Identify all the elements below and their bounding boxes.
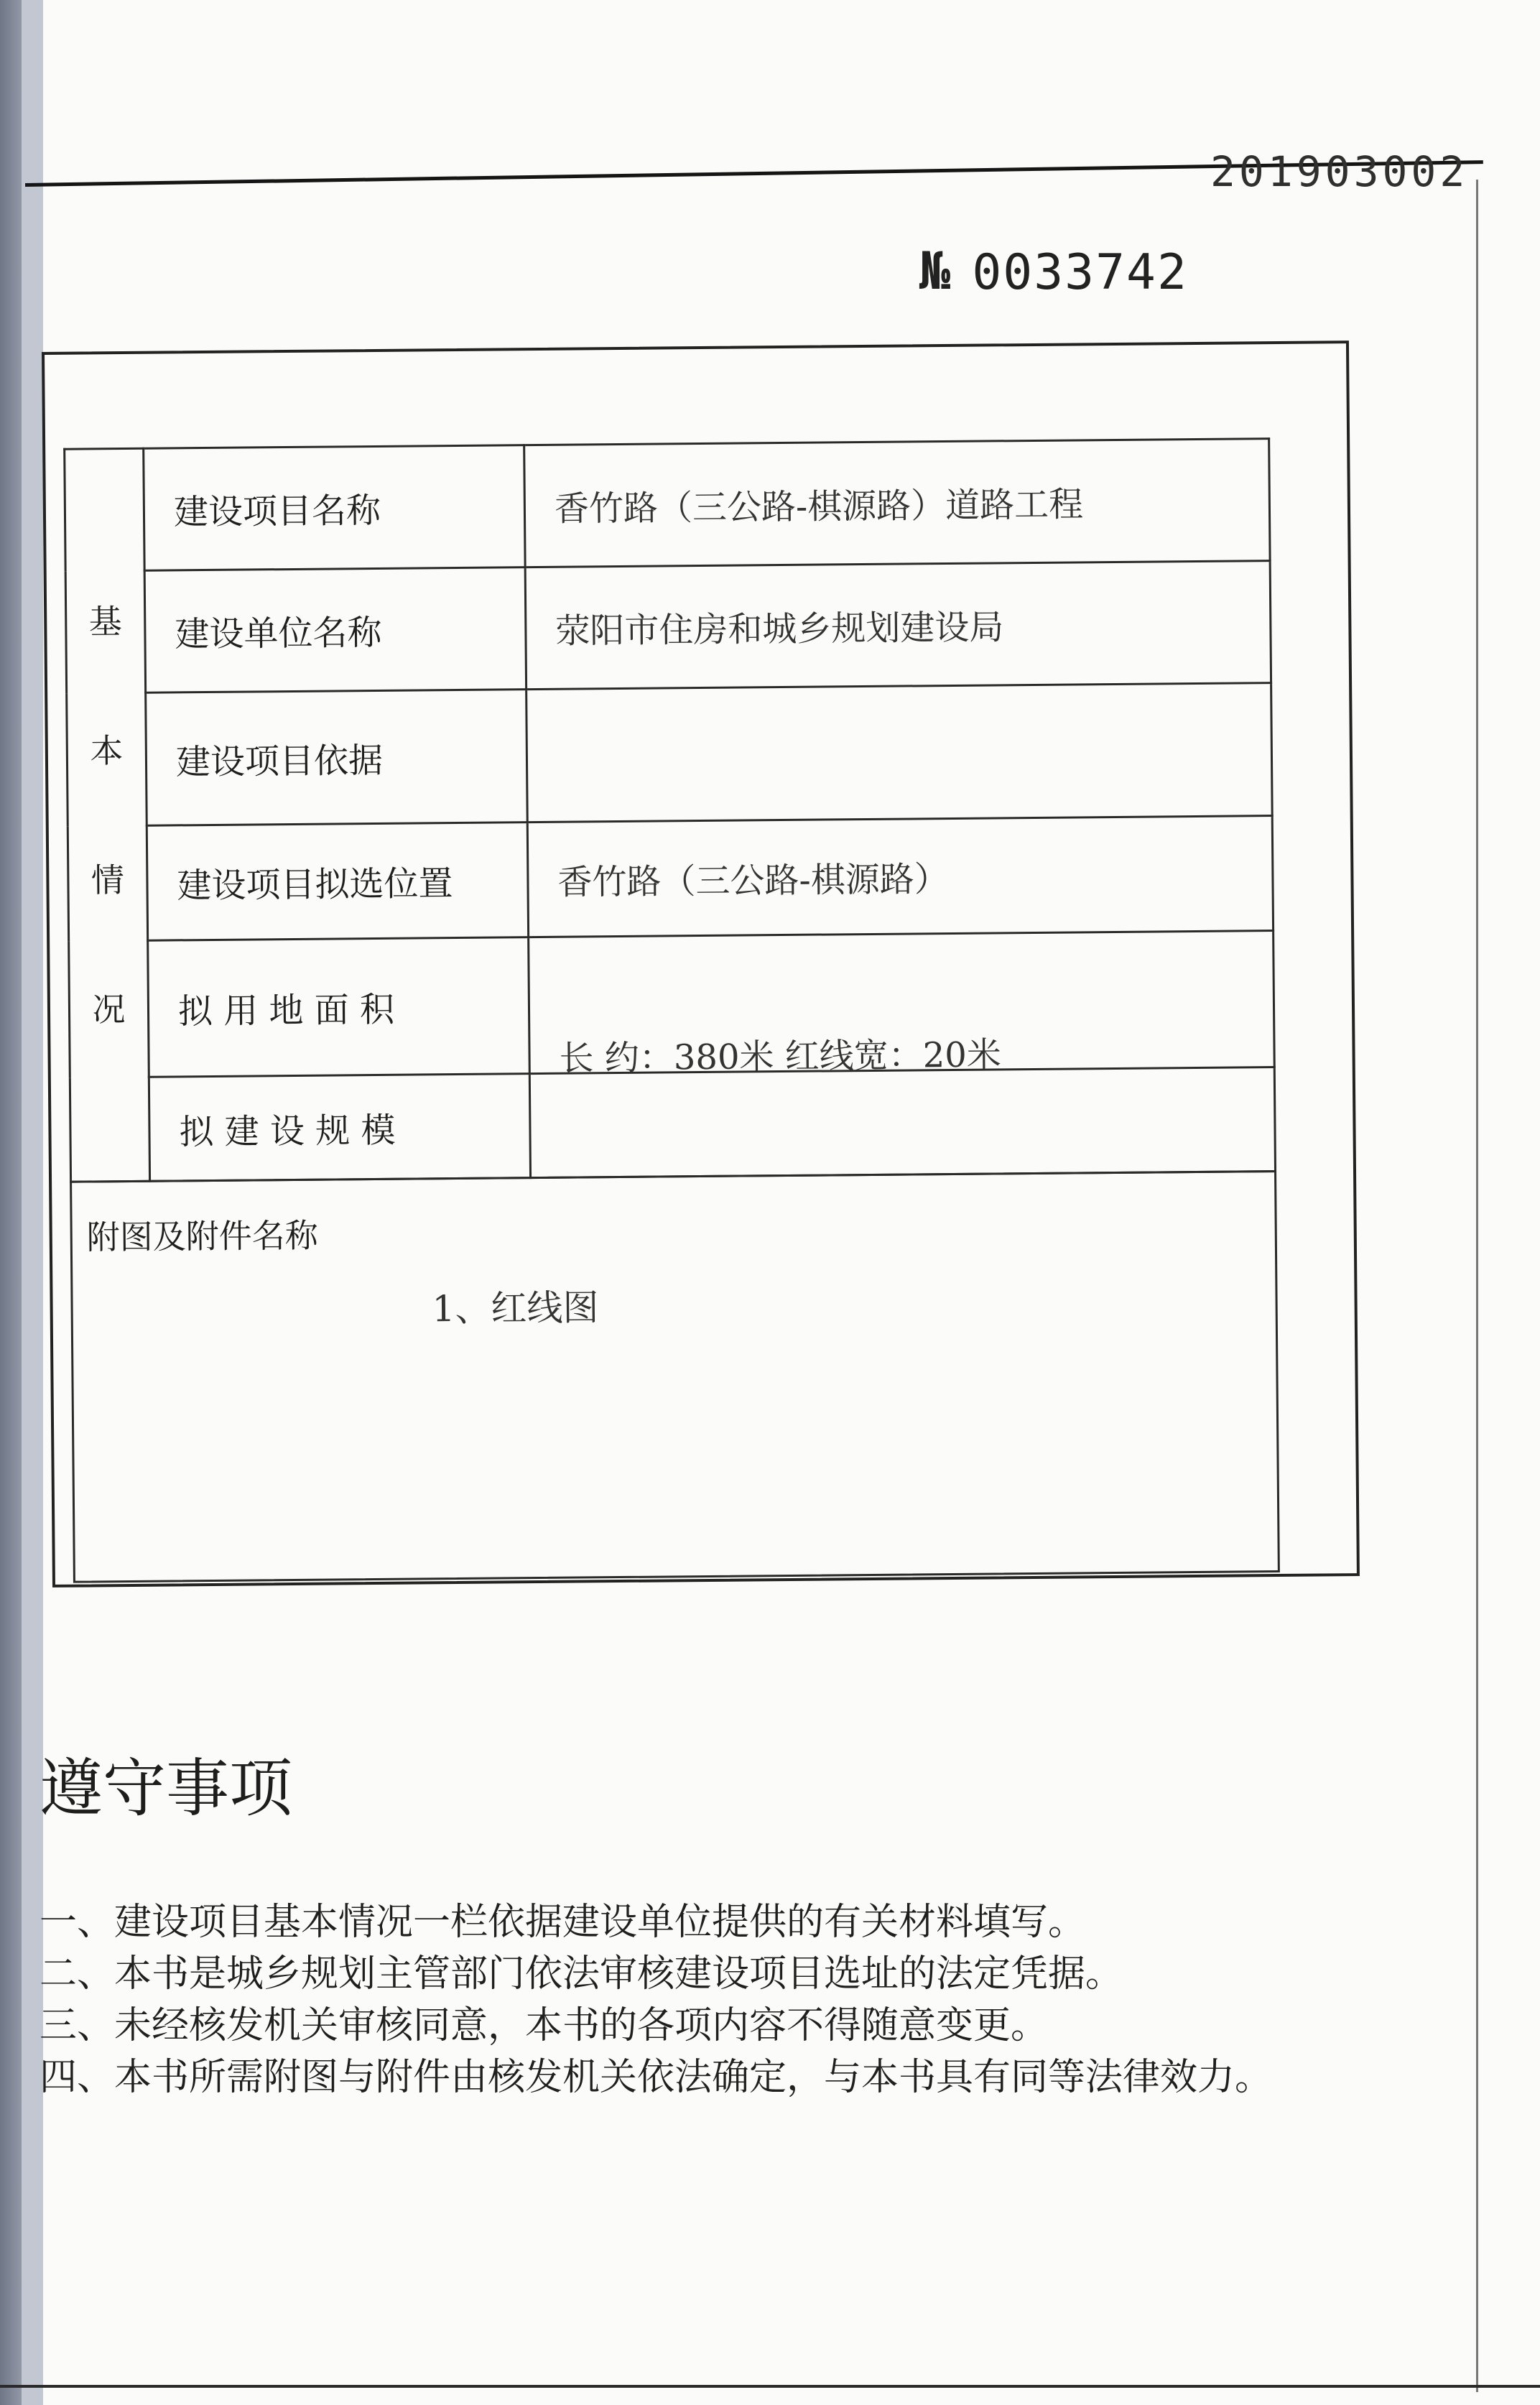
right-rule [1476,180,1478,2392]
attachments-box [70,1170,1280,1583]
document-number-value: 0033742 [972,244,1188,301]
attachments-heading: 附图及附件名称 [86,1215,318,1257]
list-item: 三、未经核发机关审核同意，本书的各项内容不得随意变更。 [40,2004,1049,2047]
list-item: 四、本书所需附图与附件由核发机关依法确定，与本书具有同等法律效力。 [40,2056,1273,2099]
section-label-basic-info [65,448,150,1182]
notes-list [40,1896,1354,2103]
table-row [65,439,1270,572]
list-item: 二、本书是城乡规划主管部门依法审核建设项目选址的法定凭据。 [40,1952,1123,1996]
list-item: 一、建设项目基本情况一栏依据建设单位提供的有关材料填写。 [40,1901,1086,1944]
section-char: 情 [91,860,125,899]
section-char: 本 [90,731,124,770]
construction-unit-value: 荥阳市住房和城乡规划建设局 [525,561,1271,690]
field-label: 拟 用 地 面 积 [148,937,530,1078]
field-label: 建设项目拟选位置 [147,822,528,941]
section-char: 基 [88,601,123,641]
form-frame [42,340,1360,1588]
field-label: 建设项目名称 [144,445,525,571]
number-sign: № [919,241,952,301]
field-label: 建设项目依据 [146,690,528,826]
serial-number: 201903002 [1210,147,1469,196]
table-row [65,561,1271,694]
field-label: 拟 建 设 规 模 [149,1074,530,1182]
table-row [68,816,1273,942]
construction-scale-value [529,1067,1275,1178]
table-row [69,931,1275,1078]
section-char: 况 [92,989,126,1029]
proposed-location-value: 香竹路（三公路-棋源路） [527,816,1273,937]
project-basis-value [527,683,1273,822]
table-row [67,683,1273,827]
table-row [70,1067,1275,1182]
notes-title: 遵守事项 [40,1751,293,1825]
attachment-item: 1、红线图 [432,1287,599,1330]
bottom-rule [0,2385,1540,2388]
document-number [919,241,1188,301]
basic-info-table [63,437,1276,1183]
project-name-value: 香竹路（三公路-棋源路）道路工程 [524,439,1270,567]
land-area-value: 长 约：380米 红线宽：20米 [559,1034,1002,1079]
field-label: 建设单位名称 [144,567,526,693]
land-area-cell [529,931,1275,1079]
